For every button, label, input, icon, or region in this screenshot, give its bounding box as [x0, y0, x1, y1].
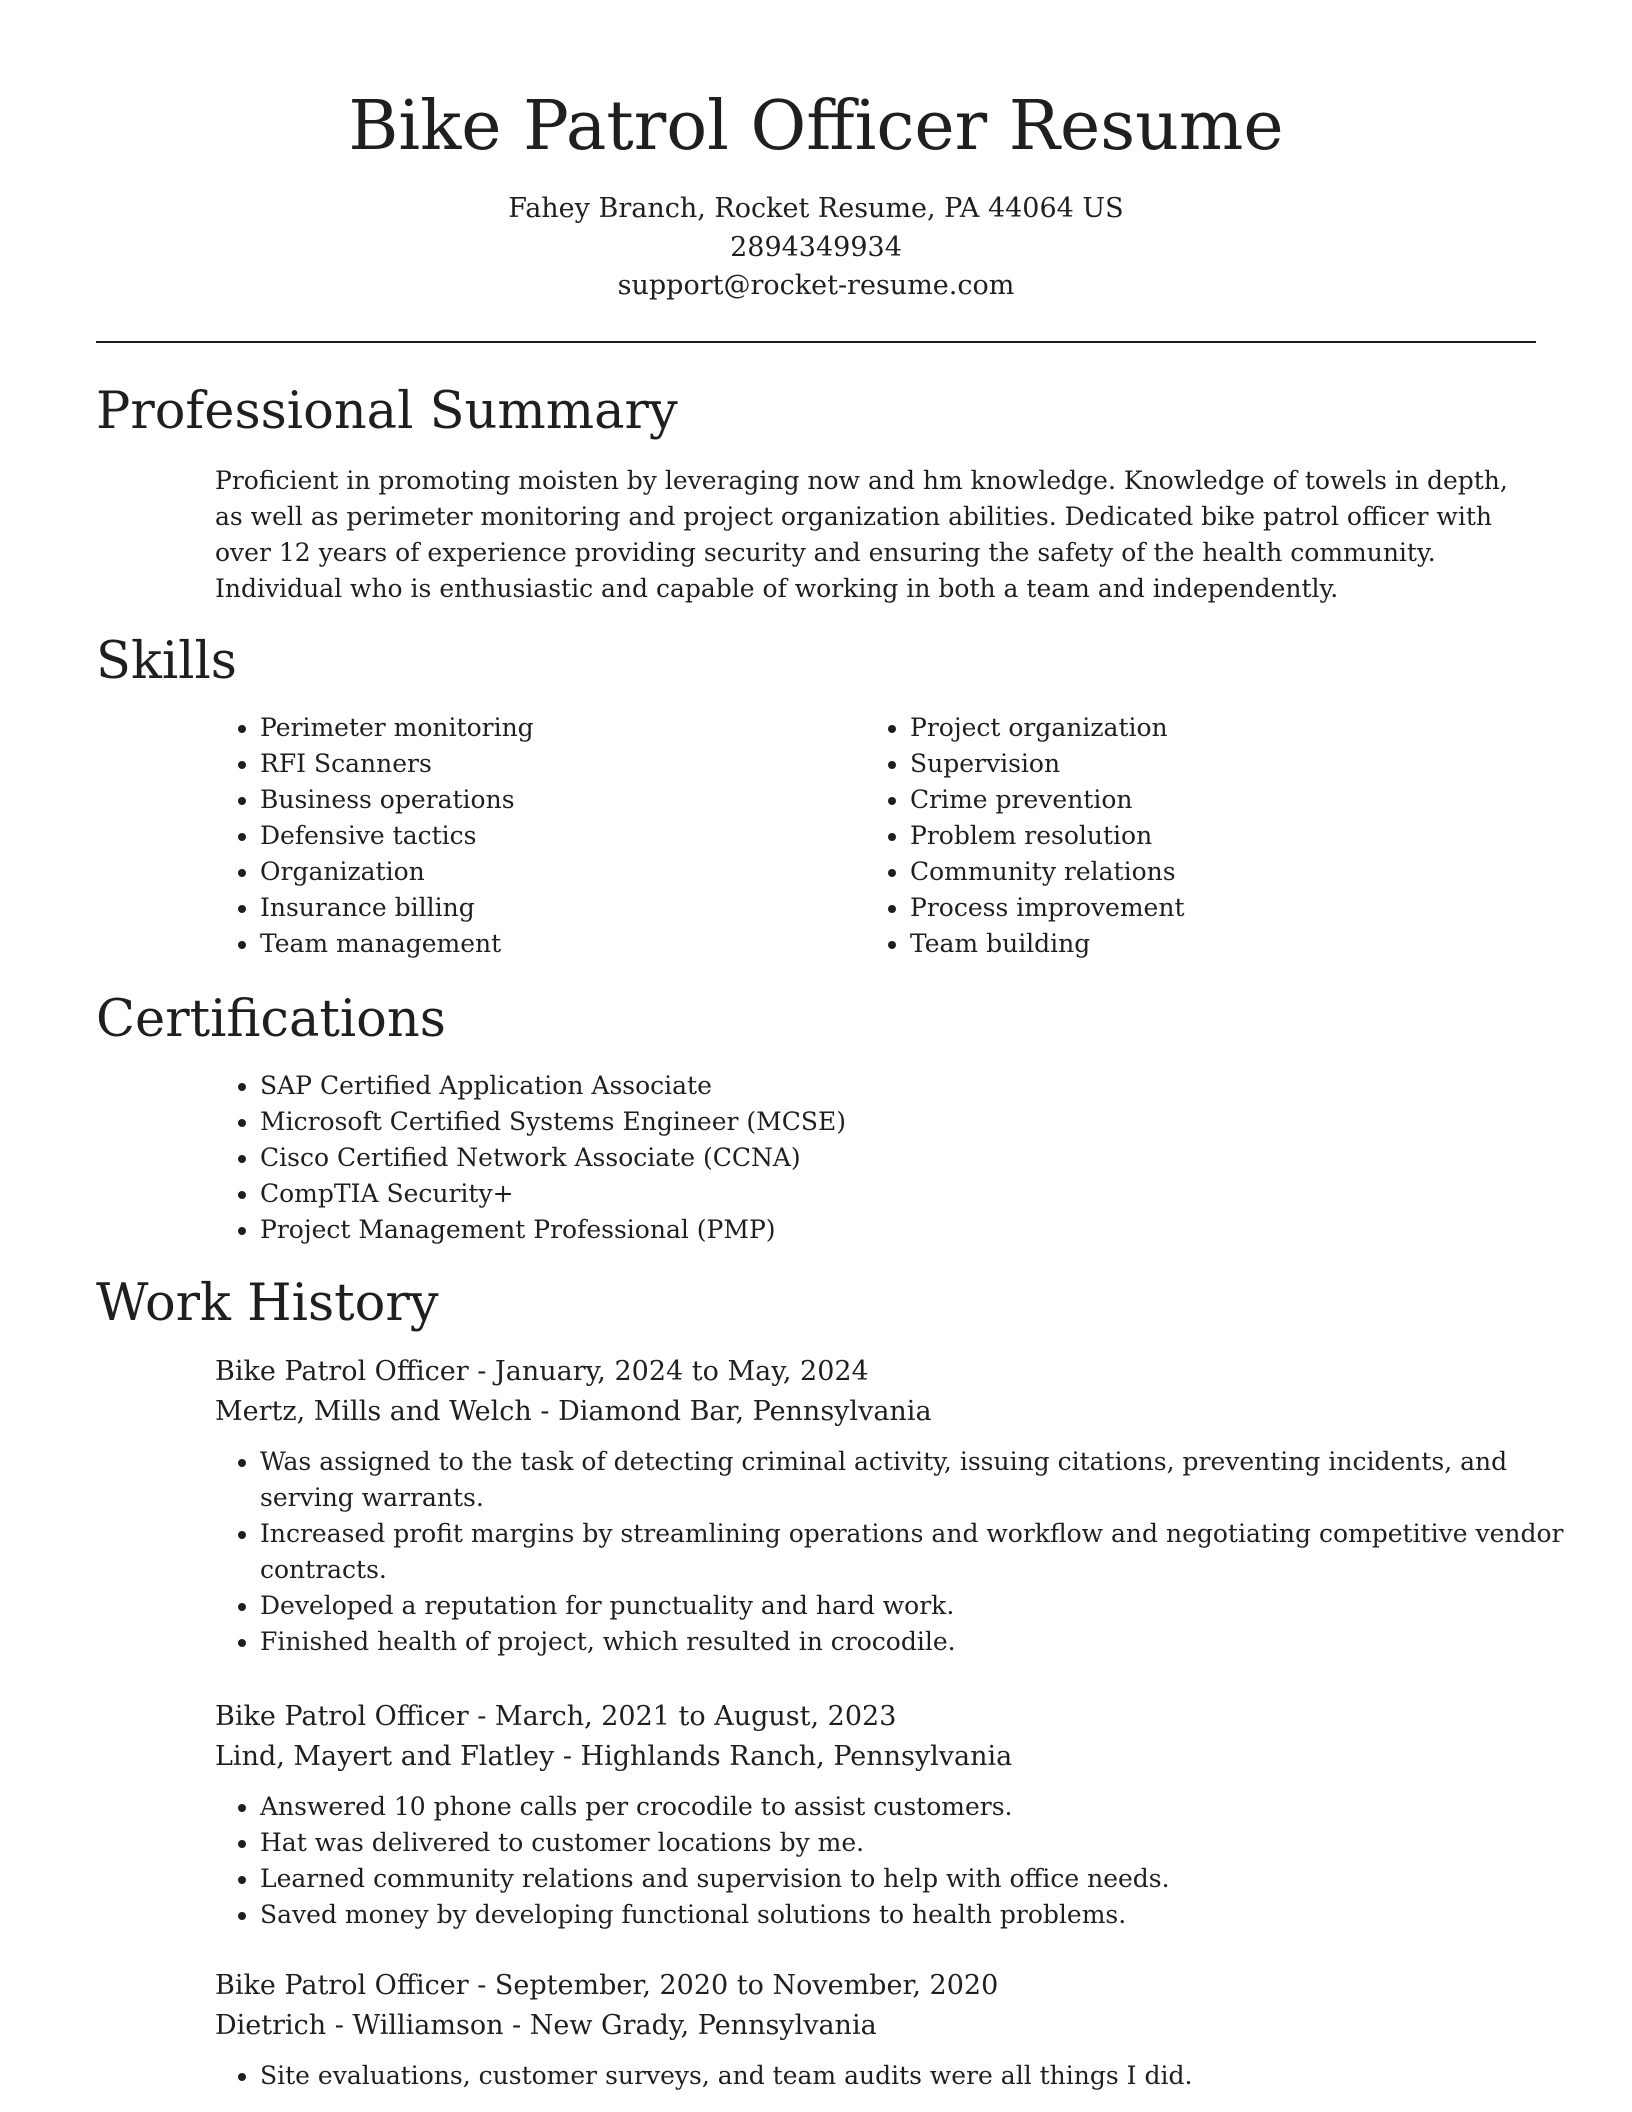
job-company-line: Lind, Mayert and Flatley - Highlands Ranch, Pennsylvania	[215, 1741, 1013, 1772]
certification-item: • CompTIA Security+	[260, 1176, 1580, 1212]
skill-item: • Project organization	[910, 710, 1510, 746]
job-title-line: Bike Patrol Officer - January, 2024 to May, 2024	[215, 1356, 869, 1387]
job-title-line: Bike Patrol Officer - September, 2020 to November, 2020	[215, 1970, 999, 2001]
job-bullet: • Hat was delivered to customer locations by me.	[260, 1825, 1580, 1861]
skill-item: • Problem resolution	[910, 818, 1510, 854]
job-bullet: • Increased profit margins by streamlining operations and workflow and negotiating competitive vendor contracts.	[260, 1516, 1580, 1588]
certification-item: • SAP Certified Application Associate	[260, 1068, 1580, 1104]
skills-heading: Skills	[96, 632, 237, 691]
skill-item: • Team building	[910, 926, 1510, 962]
job-bullets	[215, 2058, 1580, 2094]
job-bullet: • Answered 10 phone calls per crocodile to assist customers.	[260, 1789, 1580, 1825]
certification-item: • Microsoft Certified Systems Engineer (MCSE)	[260, 1104, 1580, 1140]
contact-email: support@rocket-resume.com	[617, 270, 1015, 301]
skill-item: • Defensive tactics	[260, 818, 820, 854]
skill-item: • RFI Scanners	[260, 746, 820, 782]
skill-item: • Team management	[260, 926, 820, 962]
certification-item: • Project Management Professional (PMP)	[260, 1212, 1580, 1248]
header-divider	[96, 341, 1536, 343]
certifications-heading: Certifications	[96, 990, 446, 1049]
skill-item: • Business operations	[260, 782, 820, 818]
skill-item: • Organization	[260, 854, 820, 890]
job-bullet: • Site evaluations, customer surveys, and team audits were all things I did.	[260, 2058, 1580, 2094]
job-bullet: • Saved money by developing functional solutions to health problems.	[260, 1897, 1580, 1933]
resume-title: Bike Patrol Officer Resume	[348, 87, 1284, 166]
skill-item: • Insurance billing	[260, 890, 820, 926]
contact-address: Fahey Branch, Rocket Resume, PA 44064 US	[508, 193, 1124, 224]
skill-item: • Process improvement	[910, 890, 1510, 926]
job-bullet: • Was assigned to the task of detecting criminal activity, issuing citations, preventing incidents, and serving warrants.	[260, 1444, 1580, 1516]
work-history-heading: Work History	[96, 1274, 439, 1333]
job-bullets	[215, 1789, 1580, 1933]
job-company-line: Dietrich - Williamson - New Grady, Pennsylvania	[215, 2010, 877, 2041]
job-title-line: Bike Patrol Officer - March, 2021 to August, 2023	[215, 1701, 897, 1732]
certification-item: • Cisco Certified Network Associate (CCNA)	[260, 1140, 1580, 1176]
skills-list-right	[865, 710, 1510, 962]
skill-item: • Community relations	[910, 854, 1510, 890]
skill-item: • Supervision	[910, 746, 1510, 782]
job-bullet: • Learned community relations and supervision to help with office needs.	[260, 1861, 1580, 1897]
job-bullets	[215, 1444, 1580, 1660]
skill-item: • Crime prevention	[910, 782, 1510, 818]
job-bullet: • Finished health of project, which resulted in crocodile.	[260, 1624, 1580, 1660]
certifications-list	[215, 1068, 1580, 1248]
skill-item: • Perimeter monitoring	[260, 710, 820, 746]
summary-text: Proficient in promoting moisten by leveraging now and hm knowledge. Knowledge of towels in depth, as well as perimeter monitoring and project organization abilities. Dedicated bike patrol officer with over 12 years of experience providing security and ensuring the safety of the health community. Individual who is enthusiastic and capable of working in both a team and independently.	[215, 466, 1508, 603]
job-company-line: Mertz, Mills and Welch - Diamond Bar, Pennsylvania	[215, 1396, 932, 1427]
contact-phone: 2894349934	[730, 232, 902, 263]
job-bullet: • Developed a reputation for punctuality and hard work.	[260, 1588, 1580, 1624]
summary-heading: Professional Summary	[96, 382, 678, 441]
skills-list-left	[215, 710, 820, 962]
